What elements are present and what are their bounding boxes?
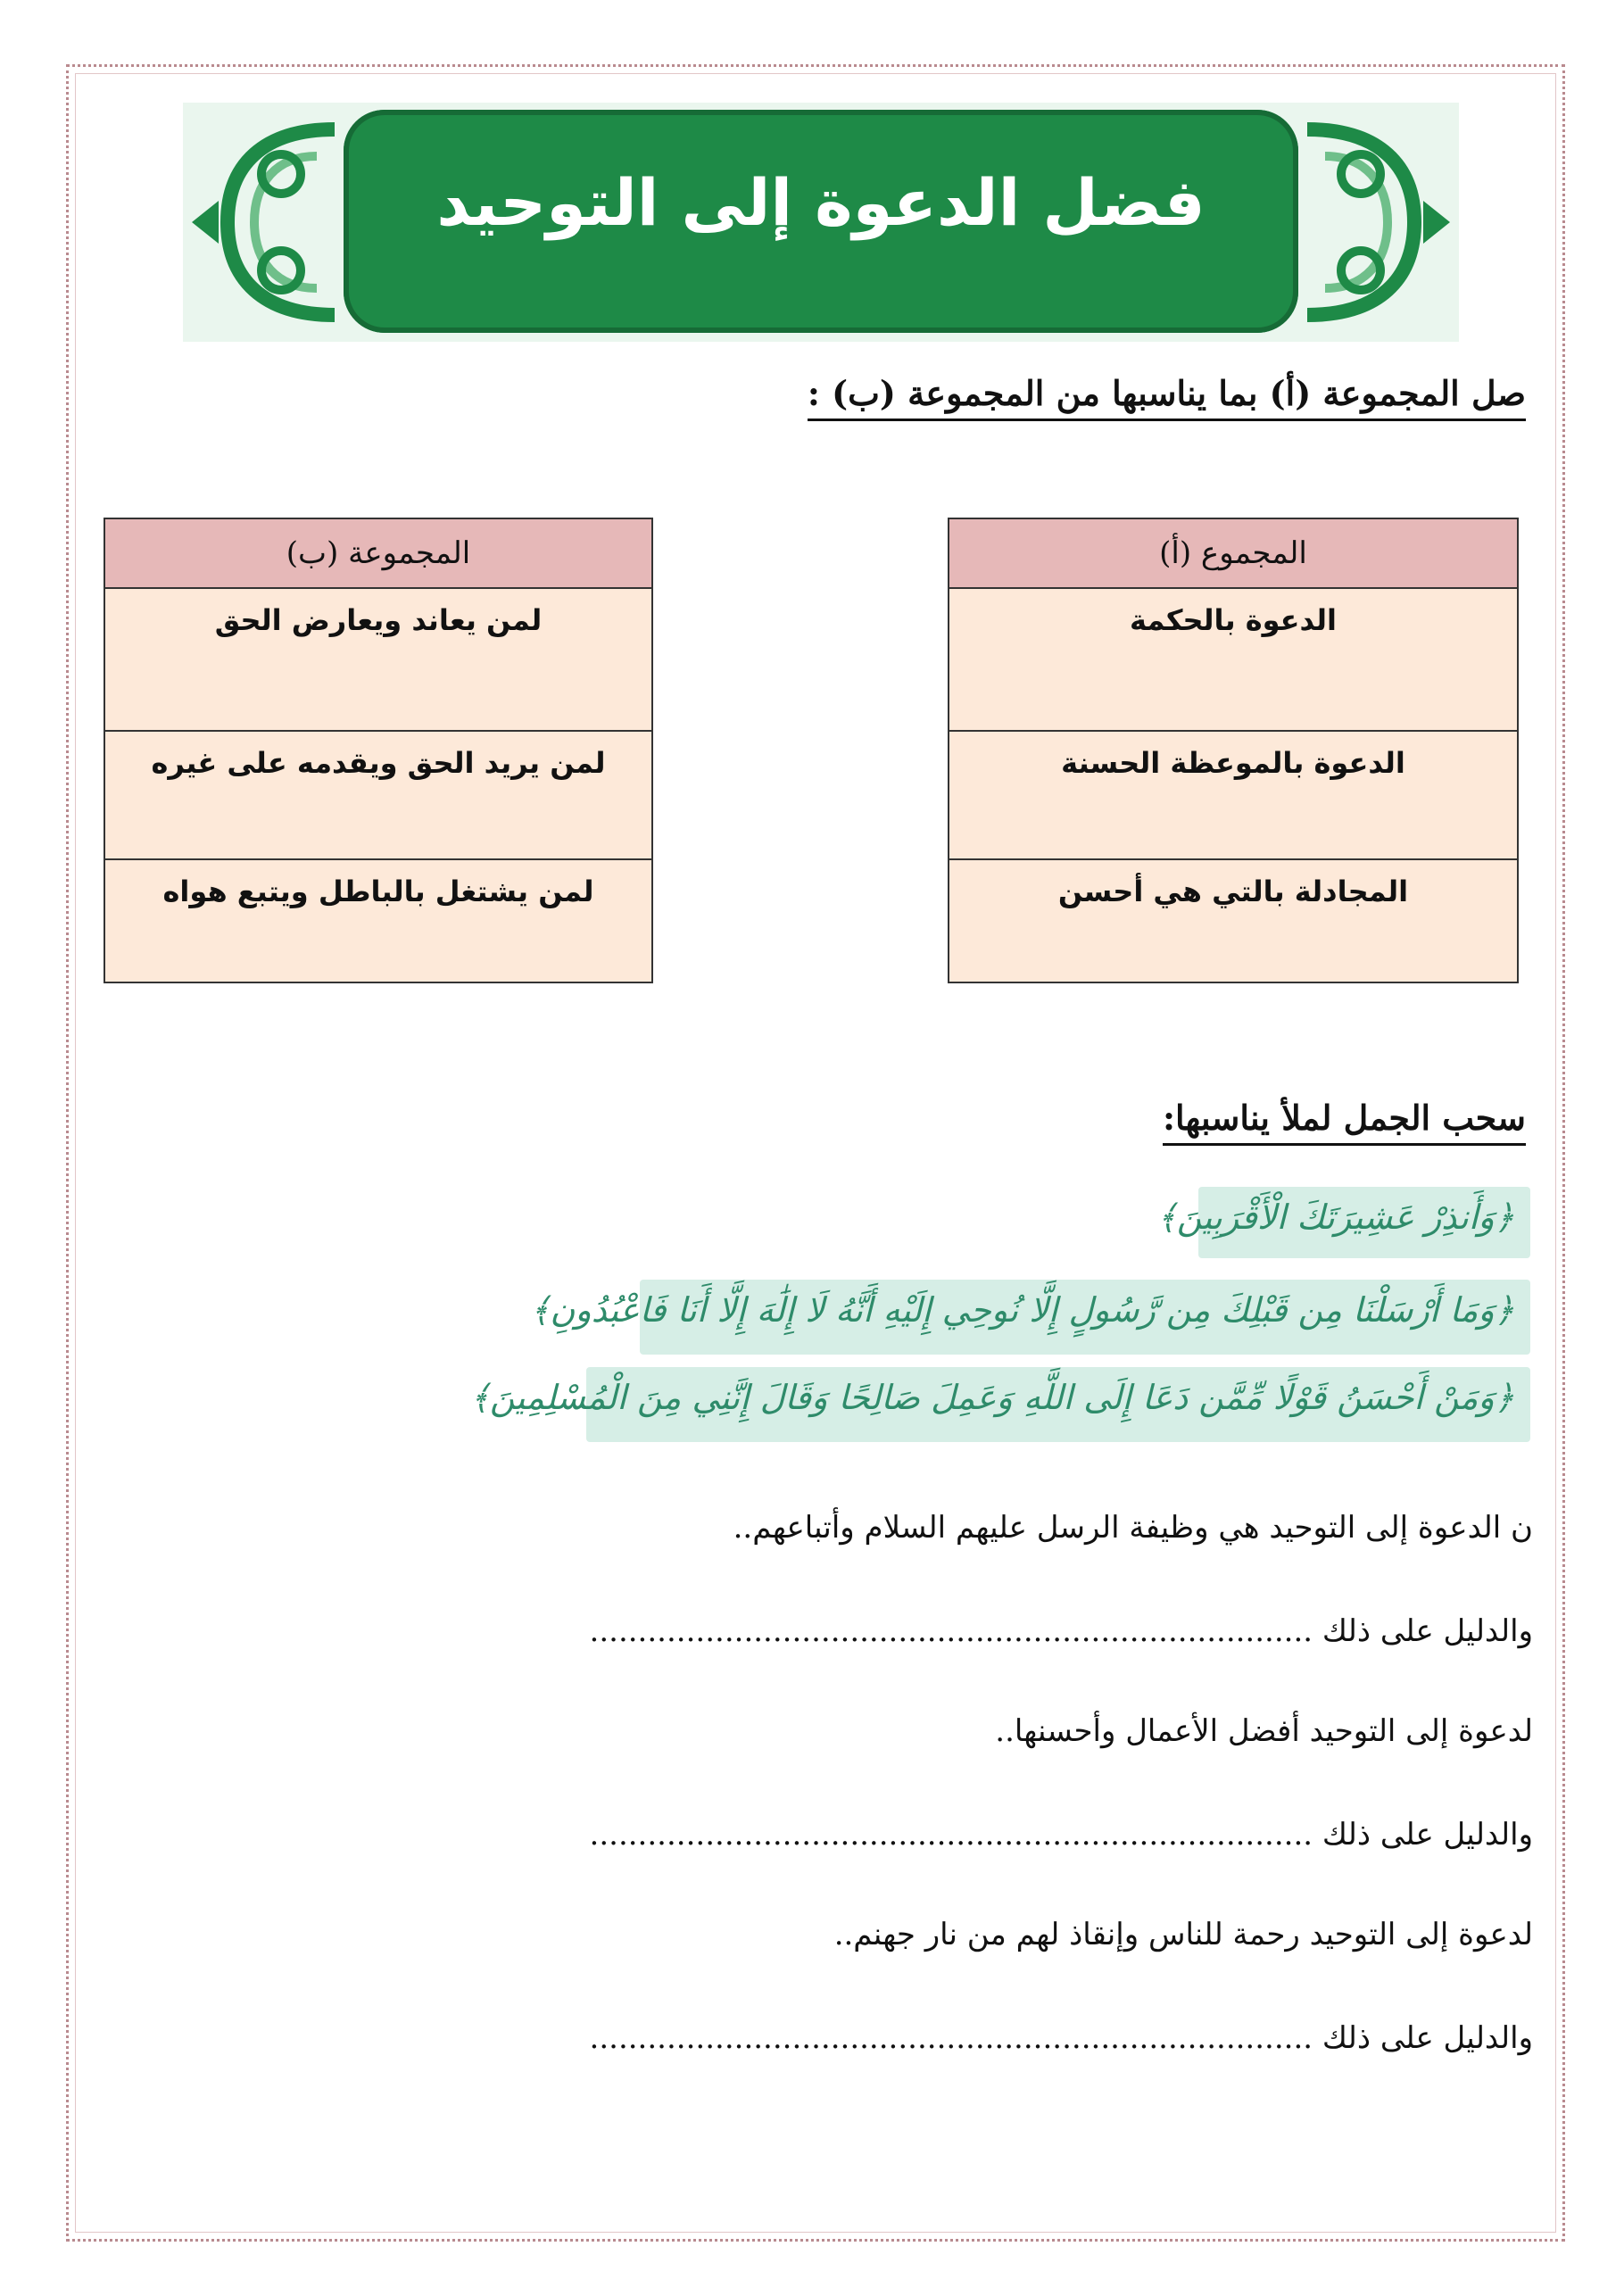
evidence-line[interactable] [590,1613,1533,1649]
section1-heading: صل المجموعة (أ) بما يناسبها من المجموعة (ب) : [808,373,1526,421]
page-title: فضل الدعوة إلى التوحيد [436,165,1206,240]
evidence-label: والدليل على ذلك [1322,2020,1533,2056]
draggable-verse[interactable]: ﴿وَأَنذِرْ عَشِيرَتَكَ الْأَقْرَبِينَ﴾ [1198,1187,1530,1258]
answer-blank[interactable]: ........................................................................... [589,1613,1313,1649]
group-a-header: المجموع (أ) [949,518,1518,588]
statement-text: لدعوة إلى التوحيد رحمة للناس وإنقاذ لهم من نار جهنم.. [833,1917,1533,1952]
group-a-table [948,518,1519,983]
section2-heading: سحب الجمل لملأ يناسبها: [1163,1098,1526,1146]
title-banner [183,103,1459,342]
evidence-label: والدليل على ذلك [1322,1817,1533,1853]
group-b-table [104,518,653,983]
ornament-right-icon [1298,112,1459,333]
group-b-item[interactable]: لمن يشتغل بالباطل ويتبع هواه [104,859,652,982]
group-b-item[interactable]: لمن يعاند ويعارض الحق [104,588,652,731]
group-a-item[interactable]: الدعوة بالحكمة [949,588,1518,731]
group-b-item[interactable]: لمن يريد الحق ويقدمه على غيره [104,731,652,859]
evidence-line[interactable] [590,2020,1533,2056]
statement-text: لدعوة إلى التوحيد أفضل الأعمال وأحسنها.. [995,1713,1533,1749]
title-bar [344,110,1298,333]
ornament-left-icon [183,112,344,333]
group-b-header: المجموعة (ب) [104,518,652,588]
evidence-line[interactable] [590,1817,1533,1853]
evidence-label: والدليل على ذلك [1322,1613,1533,1649]
answer-blank[interactable]: ........................................................................... [589,2020,1313,2056]
draggable-verse[interactable]: ﴿وَمَا أَرْسَلْنَا مِن قَبْلِكَ مِن رَّسُولٍ إِلَّا نُوحِي إِلَيْهِ أَنَّهُ لَا إِلَٰهَ إِلَّا أَنَا فَاعْبُدُونِ﴾ [640,1280,1530,1355]
group-a-item[interactable]: المجادلة بالتي هي أحسن [949,859,1518,982]
group-a-item[interactable]: الدعوة بالموعظة الحسنة [949,731,1518,859]
draggable-verse[interactable]: ﴿وَمَنْ أَحْسَنُ قَوْلًا مِّمَّن دَعَا إِلَى اللَّهِ وَعَمِلَ صَالِحًا وَقَالَ إِنَّنِي مِنَ الْمُسْلِمِينَ﴾ [586,1367,1530,1442]
answer-blank[interactable]: ........................................................................... [589,1817,1313,1853]
statement-text: ن الدعوة إلى التوحيد هي وظيفة الرسل عليهم السلام وأتباعهم.. [733,1510,1533,1546]
